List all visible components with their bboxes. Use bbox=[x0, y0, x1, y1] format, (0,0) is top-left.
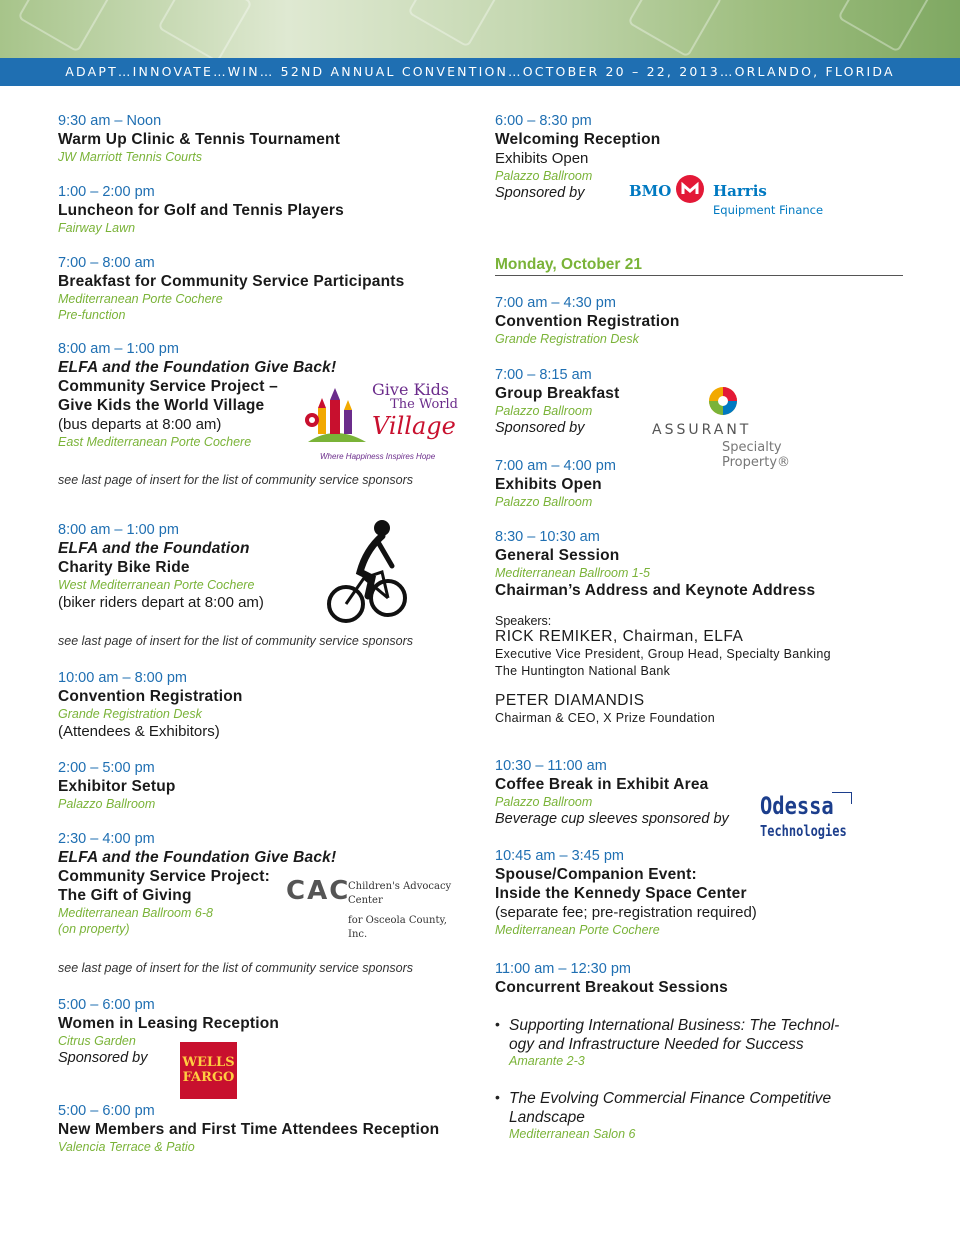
speaker-name: PETER DIAMANDIS bbox=[495, 692, 645, 709]
event-general-session bbox=[495, 528, 905, 600]
event-luncheon bbox=[58, 183, 468, 236]
sponsored-by: Sponsored by bbox=[495, 420, 585, 436]
event-time: 7:00 – 8:15 am bbox=[495, 367, 592, 383]
bmo-harris-logo bbox=[629, 172, 829, 222]
event-title: ELFA and the Foundation bbox=[58, 540, 250, 557]
event-location: Mediterranean Ballroom 6-8 bbox=[58, 906, 213, 920]
event-detail: (bus departs at 8:00 am) bbox=[58, 416, 222, 433]
breakout-title: Supporting International Business: The Technol- bbox=[509, 1017, 840, 1034]
logo-text: BMO bbox=[629, 182, 672, 200]
logo-text: WELLS bbox=[182, 1055, 235, 1070]
event-location-secondary: Pre-function bbox=[58, 308, 126, 322]
convention-banner: ADAPT…INNOVATE…WIN… 52ND ANNUAL CONVENTION…OCTOBER 20 – 22, 2013…ORLANDO, FLORIDA bbox=[65, 64, 895, 79]
event-time: 5:00 – 6:00 pm bbox=[58, 997, 155, 1013]
event-title: Spouse/Companion Event: bbox=[495, 866, 697, 883]
day-heading: Monday, October 21 bbox=[495, 256, 903, 276]
logo-text: Odessa bbox=[760, 792, 834, 820]
event-title: Exhibitor Setup bbox=[58, 778, 176, 795]
event-time: 9:30 am – Noon bbox=[58, 113, 162, 129]
event-location: Mediterranean Porte Cochere bbox=[495, 923, 660, 937]
event-location: Palazzo Ballroom bbox=[58, 797, 156, 811]
event-time: 7:00 am – 4:00 pm bbox=[495, 458, 616, 474]
sponsored-by: Beverage cup sleeves sponsored by bbox=[495, 811, 729, 827]
cac-logo bbox=[286, 876, 461, 940]
event-time: 7:00 – 8:00 am bbox=[58, 255, 155, 271]
event-location: Mediterranean Porte Cochere bbox=[58, 292, 223, 306]
event-title: Coffee Break in Exhibit Area bbox=[495, 776, 709, 793]
event-title: General Session bbox=[495, 547, 620, 564]
assurant-mark-icon bbox=[708, 386, 738, 416]
event-women-in-leasing bbox=[58, 996, 468, 1067]
sponsors-note: see last page of insert for the list of community service sponsors bbox=[58, 473, 414, 487]
event-detail: (separate fee; pre-registration required) bbox=[495, 904, 757, 921]
cyclist-icon bbox=[326, 516, 408, 626]
event-detail: (biker riders depart at 8:00 am) bbox=[58, 594, 264, 611]
event-time: 11:00 am – 12:30 pm bbox=[495, 961, 631, 977]
breakout-item bbox=[495, 1089, 905, 1141]
bullet-icon: • bbox=[495, 1016, 500, 1032]
event-title: Warm Up Clinic & Tennis Tournament bbox=[58, 131, 341, 148]
logo-text: Specialty bbox=[722, 440, 782, 455]
breakout-title: The Evolving Commercial Finance Competitive bbox=[509, 1090, 832, 1107]
logo-tagline: Where Happiness Inspires Hope bbox=[320, 452, 436, 461]
event-time: 7:00 am – 4:30 pm bbox=[495, 295, 616, 311]
event-convention-registration bbox=[58, 669, 468, 741]
speaker-organization: The Huntington National Bank bbox=[495, 664, 671, 678]
logo-text: Children's Advocacy Center bbox=[348, 881, 452, 906]
event-title: ELFA and the Foundation Give Back! bbox=[58, 359, 337, 376]
breakout-item bbox=[495, 1016, 905, 1068]
give-kids-world-logo bbox=[300, 378, 468, 466]
logo-text: Give Kids bbox=[372, 380, 450, 399]
event-breakfast-community bbox=[58, 254, 468, 323]
event-tennis bbox=[58, 112, 468, 165]
event-title: Luncheon for Golf and Tennis Players bbox=[58, 202, 344, 219]
logo-text: Technologies bbox=[760, 822, 847, 840]
event-location: Palazzo Ballroom bbox=[495, 495, 593, 509]
logo-text: Equipment Finance bbox=[713, 203, 824, 217]
event-subtitle: Chairman’s Address and Keynote Address bbox=[495, 582, 816, 599]
speaker-title: Executive Vice President, Group Head, Specialty Banking bbox=[495, 647, 831, 661]
event-breakout-sessions bbox=[495, 960, 905, 997]
event-location: Palazzo Ballroom bbox=[495, 404, 593, 418]
event-detail: (Attendees & Exhibitors) bbox=[58, 723, 220, 740]
header-band bbox=[0, 58, 960, 86]
event-time: 5:00 – 6:00 pm bbox=[58, 1103, 155, 1119]
event-location: Palazzo Ballroom bbox=[495, 169, 593, 183]
breakout-title: ogy and Infrastructure Needed for Success bbox=[509, 1036, 804, 1053]
event-title: New Members and First Time Attendees Reception bbox=[58, 1121, 440, 1138]
logo-text: The World bbox=[390, 397, 458, 412]
event-subtitle: Community Service Project – bbox=[58, 378, 278, 395]
speaker-name: RICK REMIKER, Chairman, ELFA bbox=[495, 628, 744, 645]
event-time: 8:00 am – 1:00 pm bbox=[58, 341, 179, 357]
event-exhibits-open bbox=[495, 457, 905, 510]
breakout-location: Mediterranean Salon 6 bbox=[509, 1127, 636, 1141]
speakers-block bbox=[495, 614, 905, 727]
bullet-icon: • bbox=[495, 1089, 500, 1105]
event-new-members bbox=[58, 1102, 468, 1155]
event-time: 2:00 – 5:00 pm bbox=[58, 760, 155, 776]
event-time: 8:30 – 10:30 am bbox=[495, 529, 600, 545]
event-title: Group Breakfast bbox=[495, 385, 620, 402]
event-location: East Mediterranean Porte Cochere bbox=[58, 435, 252, 449]
logo-text: for Osceola County, Inc. bbox=[348, 915, 447, 940]
event-location-secondary: (on property) bbox=[58, 922, 130, 936]
sponsored-by: Sponsored by bbox=[495, 185, 585, 201]
header-image bbox=[0, 0, 960, 58]
event-location: Mediterranean Ballroom 1-5 bbox=[495, 566, 650, 580]
logo-text: Harris bbox=[713, 182, 767, 200]
event-location: JW Marriott Tennis Courts bbox=[58, 150, 203, 164]
event-location: Palazzo Ballroom bbox=[495, 795, 593, 809]
event-title: Breakfast for Community Service Participants bbox=[58, 273, 405, 290]
event-location: Citrus Garden bbox=[58, 1034, 136, 1048]
event-subtitle: Exhibits Open bbox=[495, 150, 589, 167]
event-subtitle: Inside the Kennedy Space Center bbox=[495, 885, 747, 902]
event-exhibitor-setup bbox=[58, 759, 468, 812]
speaker-title: Chairman & CEO, X Prize Foundation bbox=[495, 711, 716, 725]
event-location: West Mediterranean Porte Cochere bbox=[58, 578, 255, 592]
event-time: 6:00 – 8:30 pm bbox=[495, 113, 592, 129]
event-time: 1:00 – 2:00 pm bbox=[58, 184, 155, 200]
event-title: Welcoming Reception bbox=[495, 131, 661, 148]
event-title: Convention Registration bbox=[495, 313, 680, 330]
sponsors-note: see last page of insert for the list of community service sponsors bbox=[58, 634, 414, 648]
sponsored-by: Sponsored by bbox=[58, 1050, 148, 1066]
event-time: 10:30 – 11:00 am bbox=[495, 758, 607, 774]
event-location: Valencia Terrace & Patio bbox=[58, 1140, 195, 1154]
event-time: 8:00 am – 1:00 pm bbox=[58, 522, 179, 538]
bmo-roundel-icon bbox=[675, 174, 705, 204]
logo-text: CAC bbox=[286, 876, 351, 906]
event-title: Convention Registration bbox=[58, 688, 243, 705]
event-location: Grande Registration Desk bbox=[58, 707, 202, 721]
event-title: Concurrent Breakout Sessions bbox=[495, 979, 728, 996]
event-title: Exhibits Open bbox=[495, 476, 602, 493]
event-location: Fairway Lawn bbox=[58, 221, 136, 235]
breakout-title: Landscape bbox=[509, 1109, 585, 1126]
event-title: ELFA and the Foundation Give Back! bbox=[58, 849, 337, 866]
event-location: Grande Registration Desk bbox=[495, 332, 639, 346]
wells-fargo-logo bbox=[180, 1042, 237, 1099]
breakout-location: Amarante 2-3 bbox=[509, 1054, 585, 1068]
event-time: 2:30 – 4:00 pm bbox=[58, 831, 155, 847]
sponsors-note: see last page of insert for the list of community service sponsors bbox=[58, 961, 414, 975]
event-subtitle: Charity Bike Ride bbox=[58, 559, 190, 576]
speakers-label: Speakers: bbox=[495, 614, 552, 628]
odessa-logo bbox=[760, 790, 855, 844]
event-subtitle: Community Service Project: bbox=[58, 868, 270, 885]
event-time: 10:00 am – 8:00 pm bbox=[58, 670, 187, 686]
event-subtitle: Give Kids the World Village bbox=[58, 397, 265, 414]
event-subtitle: The Gift of Giving bbox=[58, 887, 192, 904]
event-title: Women in Leasing Reception bbox=[58, 1015, 280, 1032]
event-registration-monday bbox=[495, 294, 905, 347]
logo-text: FARGO bbox=[182, 1070, 235, 1085]
event-time: 10:45 am – 3:45 pm bbox=[495, 848, 624, 864]
logo-text: Property® bbox=[722, 455, 791, 470]
logo-text: Village bbox=[372, 412, 456, 440]
event-spouse-companion bbox=[495, 847, 905, 938]
logo-corner bbox=[832, 792, 852, 804]
logo-text: ASSURANT bbox=[652, 422, 752, 438]
castle-icon bbox=[300, 384, 370, 454]
